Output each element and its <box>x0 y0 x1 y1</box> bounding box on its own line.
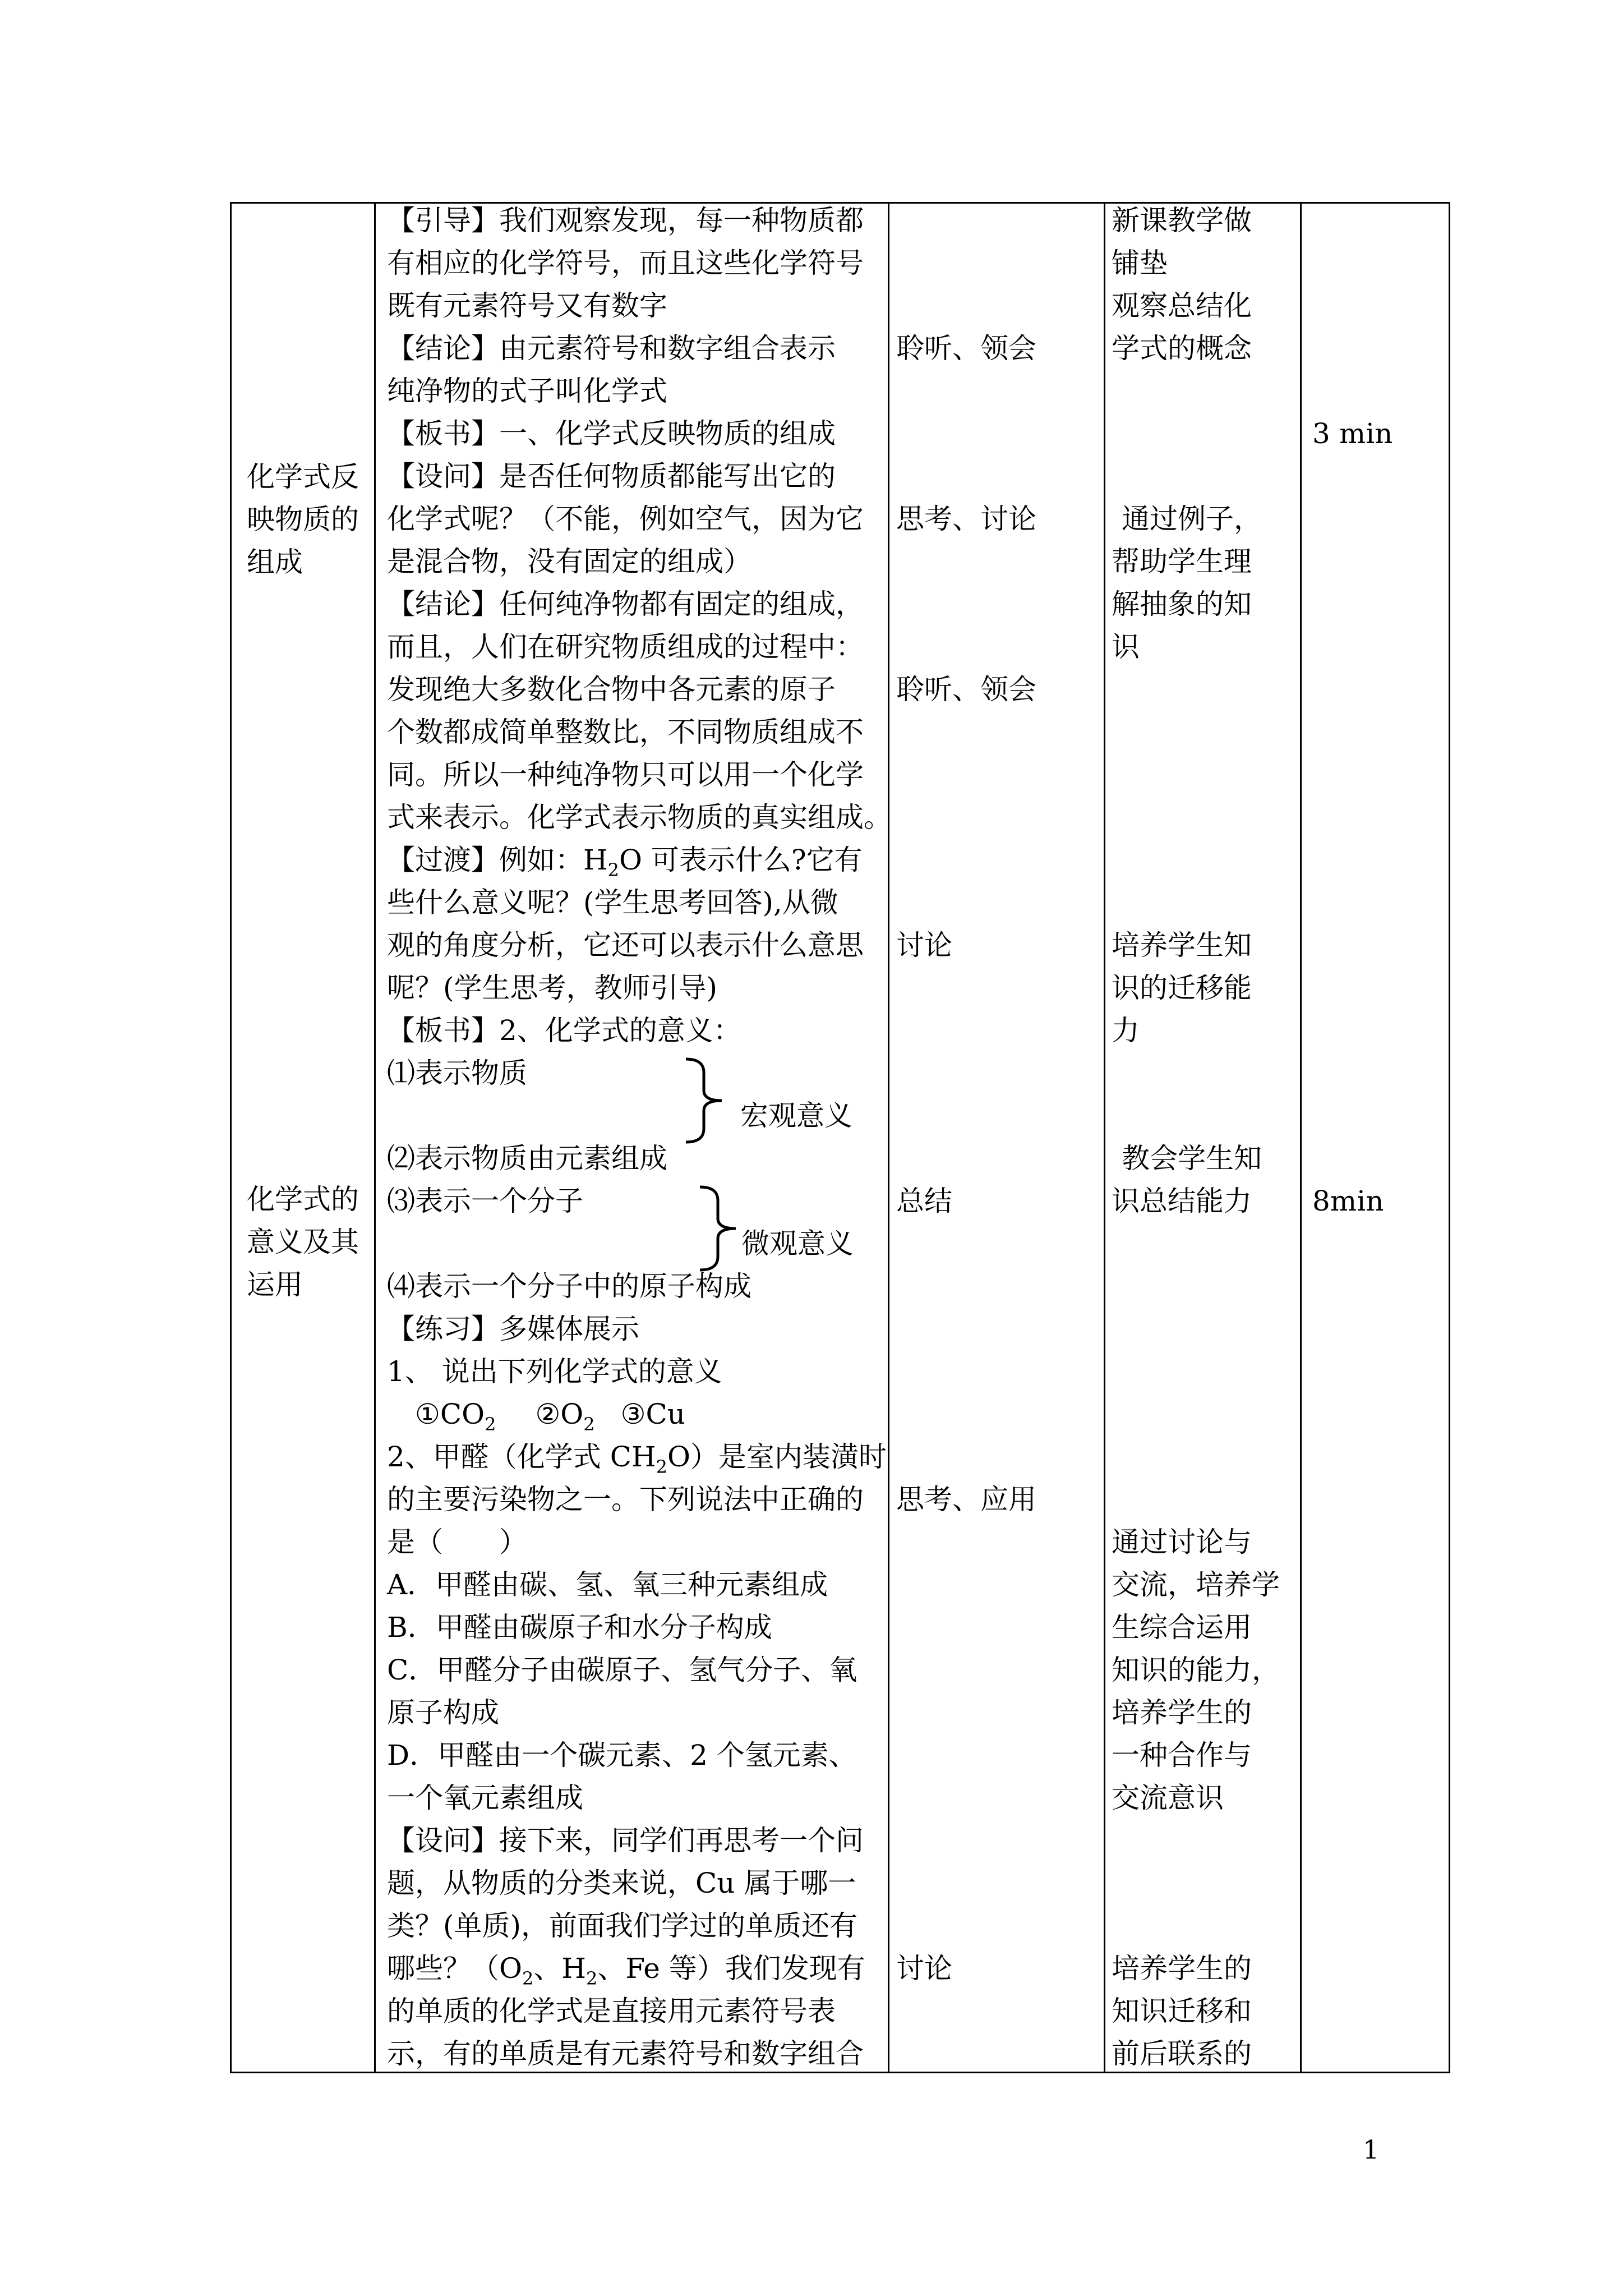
content-line: 是混合物，没有固定的组成） <box>387 545 751 578</box>
intent-line: 解抽象的知 <box>1112 588 1252 620</box>
table-col-border <box>230 202 232 2073</box>
table-col-border <box>888 202 889 2073</box>
content-line: 式来表示。化学式表示物质的真实组成。 <box>387 801 892 834</box>
content-line: C．甲醛分子由碳原子、氢气分子、氧 <box>387 1654 857 1686</box>
section-title-line: 映物质的 <box>247 503 359 536</box>
student-activity: 思考、应用 <box>896 1483 1036 1516</box>
intent-line: 识 <box>1112 631 1140 663</box>
intent-line: 帮助学生理 <box>1112 545 1252 578</box>
content-line: ⑵表示物质由元素组成 <box>387 1142 667 1175</box>
text-run: O 可表示什么?它有 <box>619 844 863 876</box>
micro-meaning-label: 微观意义 <box>741 1227 854 1260</box>
intent-line: 交流意识 <box>1112 1782 1224 1814</box>
content-line: 的主要污染物之一。下列说法中正确的 <box>387 1483 864 1516</box>
time-value: 3 min <box>1312 417 1393 450</box>
content-line: 示，有的单质是有元素符号和数字组合 <box>387 2037 864 2070</box>
intent-line: 培养学生的 <box>1112 1952 1252 1985</box>
section-title-line: 化学式反 <box>247 461 359 493</box>
intent-line: 通过例子， <box>1122 503 1262 535</box>
table-col-border <box>1104 202 1105 2073</box>
macro-meaning-label: 宏观意义 <box>740 1099 852 1132</box>
student-activity: 思考、讨论 <box>896 503 1036 535</box>
content-line: 有相应的化学符号，而且这些化学符号 <box>387 247 864 279</box>
text-run: ①CO <box>415 1398 485 1430</box>
content-line: 发现绝大多数化合物中各元素的原子 <box>387 673 836 706</box>
content-line <box>387 1947 865 1993</box>
student-activity: 聆听、领会 <box>896 332 1036 365</box>
text-run: 、H <box>533 1952 586 1985</box>
intent-line: 学式的概念 <box>1112 332 1252 365</box>
intent-line: 生综合运用 <box>1112 1611 1252 1644</box>
subscript: 2 <box>656 1456 667 1478</box>
subscript: 2 <box>522 1968 534 1989</box>
intent-line: 培养学生的 <box>1112 1696 1252 1729</box>
intent-line: 通过讨论与 <box>1112 1526 1252 1558</box>
intent-line: 交流，培养学 <box>1112 1568 1280 1601</box>
content-line: 既有元素符号又有数字 <box>387 289 667 322</box>
table-col-border <box>374 202 376 2073</box>
content-line: 【设问】是否任何物质都能写出它的 <box>387 460 836 493</box>
page-number: 1 <box>1363 2134 1380 2165</box>
content-line: 【结论】任何纯净物都有固定的组成， <box>387 588 864 620</box>
content-line: 【练习】多媒体展示 <box>387 1313 639 1345</box>
intent-line: 知识迁移和 <box>1112 1995 1252 2027</box>
text-run: 、Fe 等）我们发现有 <box>597 1952 865 1985</box>
intent-line: 力 <box>1112 1014 1140 1047</box>
content-line: 是（ ） <box>387 1526 527 1558</box>
intent-line: 培养学生知 <box>1112 929 1252 961</box>
time-value: 8min <box>1312 1185 1384 1217</box>
text-run: 哪些？（O <box>387 1952 522 1985</box>
intent-line: 知识的能力， <box>1112 1654 1280 1686</box>
content-line: ⑶表示一个分子 <box>387 1185 583 1217</box>
content-line: 【板书】一、化学式反映物质的组成 <box>387 417 836 450</box>
content-line <box>387 1435 887 1481</box>
section-title-line: 组成 <box>247 546 303 578</box>
content-line: 观的角度分析，它还可以表示什么意思 <box>387 929 864 961</box>
table-col-border <box>1300 202 1302 2073</box>
content-line: 【引导】我们观察发现，每一种物质都 <box>387 204 864 237</box>
content-line: D．甲醛由一个碳元素、2 个氢元素、 <box>387 1739 857 1772</box>
intent-line: 铺垫 <box>1112 247 1168 279</box>
text-run: 2、甲醛（化学式 CH <box>387 1441 656 1473</box>
text-run: 【过渡】例如：H <box>387 844 608 876</box>
content-line: 【板书】2、化学式的意义： <box>387 1014 741 1047</box>
student-activity: 讨论 <box>896 1952 952 1985</box>
section-title-line: 意义及其 <box>247 1226 359 1258</box>
content-line: 的单质的化学式是直接用元素符号表 <box>387 1995 836 2027</box>
content-line: 而且，人们在研究物质组成的过程中： <box>387 631 864 663</box>
content-line <box>387 839 863 885</box>
subscript: 2 <box>607 859 619 881</box>
content-line: 1、 说出下列化学式的意义 <box>387 1355 722 1388</box>
content-line: 原子构成 <box>387 1696 499 1729</box>
macro-brace-icon <box>681 1056 732 1145</box>
content-line: 题，从物质的分类来说，Cu 属于哪一 <box>387 1867 856 1899</box>
content-line: 同。所以一种纯净物只可以用一个化学 <box>387 758 864 791</box>
table-col-border <box>1449 202 1450 2073</box>
content-line: 【设问】接下来，同学们再思考一个问 <box>387 1824 864 1857</box>
student-activity: 总结 <box>896 1185 952 1217</box>
intent-line: 观察总结化 <box>1112 289 1252 322</box>
content-line <box>415 1393 685 1439</box>
subscript: 2 <box>585 1968 598 1989</box>
text-run: ③Cu <box>620 1398 685 1430</box>
intent-line: 识的迁移能 <box>1112 972 1252 1004</box>
section-title-line: 化学式的 <box>247 1183 359 1216</box>
content-line: 类？(单质)，前面我们学过的单质还有 <box>387 1910 858 1942</box>
student-activity: 讨论 <box>896 929 952 961</box>
content-line: B．甲醛由碳原子和水分子构成 <box>387 1611 772 1644</box>
content-line: 些什么意义呢？(学生思考回答),从微 <box>387 886 838 919</box>
text-run: ②O <box>535 1398 584 1430</box>
intent-line: 一种合作与 <box>1112 1739 1252 1772</box>
section-title-line: 运用 <box>247 1268 303 1301</box>
intent-line: 教会学生知 <box>1122 1142 1262 1175</box>
content-line: ⑴表示物质 <box>387 1057 527 1089</box>
intent-line: 识总结能力 <box>1112 1185 1252 1217</box>
content-line: A．甲醛由碳、氢、氧三种元素组成 <box>387 1568 828 1601</box>
content-line: 纯净物的式子叫化学式 <box>387 375 667 407</box>
content-line: ⑷表示一个分子中的原子构成 <box>387 1270 751 1303</box>
micro-brace-icon <box>695 1184 746 1273</box>
content-line: 呢？(学生思考，教师引导) <box>387 972 718 1004</box>
content-line: 一个氧元素组成 <box>387 1782 583 1814</box>
subscript: 2 <box>485 1414 496 1435</box>
text-run: O）是室内装潢时 <box>667 1441 887 1473</box>
intent-line: 前后联系的 <box>1112 2037 1252 2070</box>
student-activity: 聆听、领会 <box>896 673 1036 706</box>
subscript: 2 <box>583 1414 595 1435</box>
intent-line: 新课教学做 <box>1112 204 1252 237</box>
content-line: 个数都成简单整数比，不同物质组成不 <box>387 716 864 748</box>
content-line: 【结论】由元素符号和数字组合表示 <box>387 332 836 365</box>
content-line: 化学式呢？（不能，例如空气，因为它 <box>387 503 864 535</box>
